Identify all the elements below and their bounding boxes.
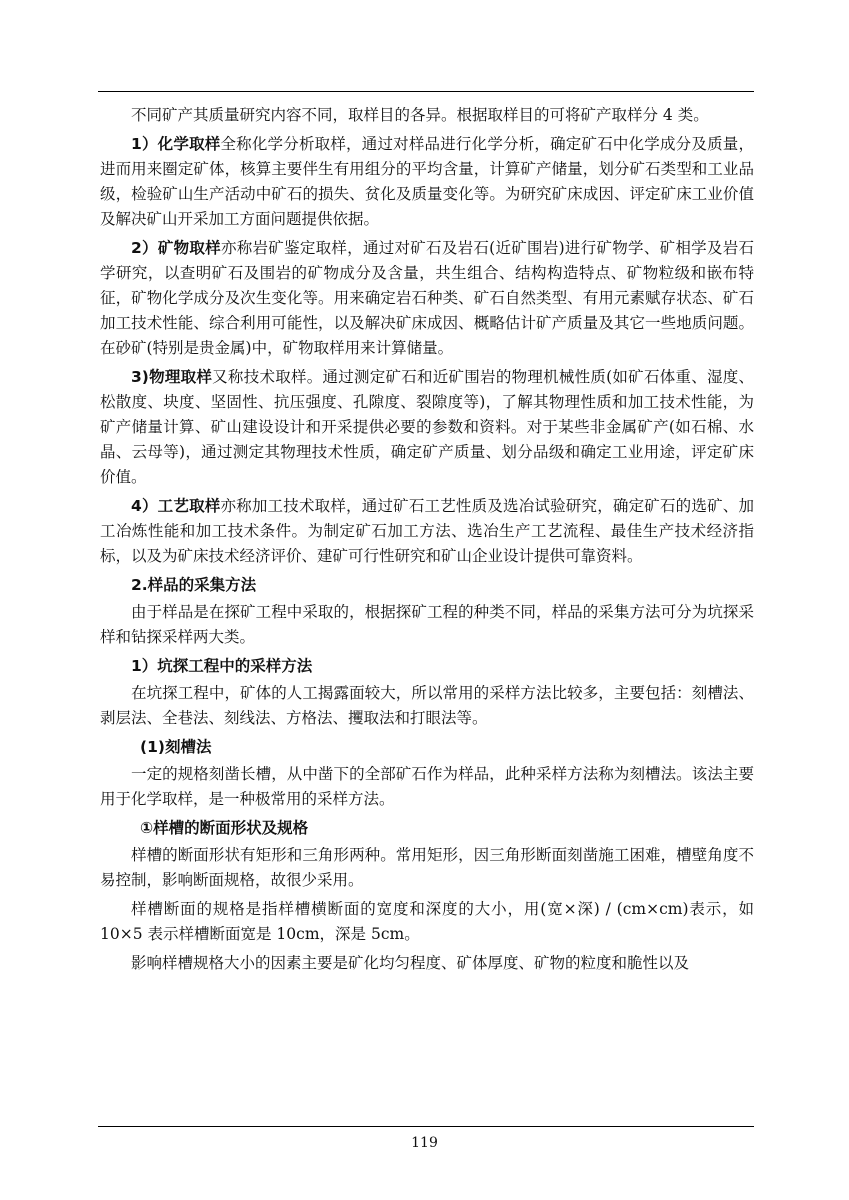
page-number: 119 xyxy=(411,1135,438,1151)
mineral-sampling-paragraph xyxy=(100,236,754,361)
subsection-heading: 1）坑探工程中的采样方法 xyxy=(131,657,313,675)
subsection-paragraph: 在坑探工程中，矿体的人工揭露面较大，所以常用的采样方法比较多，主要包括：刻槽法、剥层法、全巷法、刻线法、方格法、攫取法和打眼法等。 xyxy=(100,684,754,727)
method-heading: (1)刻槽法 xyxy=(140,738,212,756)
chemical-sampling-text: 全称化学分析取样，通过对样品进行化学分析，确定矿石中化学成分及质量，进而用来圈定矿体，核算主要伴生有用组分的平均含量，计算矿产储量，划分矿石类型和工业品级，检验矿山生产活动中矿石的损失、贫化及质量变化等。为研究矿床成因、评定矿床工业价值及解决矿山开采加工方面问题提供依据。 xyxy=(100,135,754,228)
chemical-sampling-paragraph xyxy=(100,132,754,232)
page-body xyxy=(100,103,754,976)
process-sampling-heading: 4）工艺取样 xyxy=(131,497,221,515)
section-heading: 2.样品的采集方法 xyxy=(131,576,257,594)
process-sampling-text: 亦称加工技术取样，通过矿石工艺性质及选冶试验研究，确定矿石的选矿、加工冶炼性能和加工技术条件。为制定矿石加工方法、选冶生产工艺流程、最佳生产技术经济指标，以及为矿床技术经济评价、建矿可行性研究和矿山企业设计提供可靠资料。 xyxy=(100,497,754,565)
physical-sampling-paragraph xyxy=(100,365,754,490)
header-rule xyxy=(98,91,754,92)
section-paragraph: 由于样品是在探矿工程中采取的，根据探矿工程的种类不同，样品的采集方法可分为坑探采样和钻探采样两大类。 xyxy=(100,603,754,646)
method-paragraph: 一定的规格刻凿长槽，从中凿下的全部矿石作为样品，此种采样方法称为刻槽法。该法主要用于化学取样，是一种极常用的采样方法。 xyxy=(100,765,754,808)
chemical-sampling-heading: 1）化学取样 xyxy=(131,135,221,153)
topic-paragraph-3: 影响样槽规格大小的因素主要是矿化均匀程度、矿体厚度、矿物的粒度和脆性以及 xyxy=(131,954,690,972)
physical-sampling-heading: 3)物理取样 xyxy=(131,368,213,386)
topic-paragraph-2: 样槽断面的规格是指样槽横断面的宽度和深度的大小，用(宽×深) / (cm×cm)表示，如 10×5 表示样槽断面宽是 10cm，深是 5cm。 xyxy=(100,900,754,943)
topic-paragraph-1: 样槽的断面形状有矩形和三角形两种。常用矩形，因三角形断面刻凿施工困难，槽壁角度不易控制，影响断面规格，故很少采用。 xyxy=(100,846,754,889)
footer-rule xyxy=(98,1126,754,1127)
mineral-sampling-heading: 2）矿物取样 xyxy=(131,239,221,257)
physical-sampling-text: 又称技术取样。通过测定矿石和近矿围岩的物理机械性质(如矿石体重、湿度、松散度、块度、坚固性、抗压强度、孔隙度、裂隙度等)，了解其物理性质和加工技术性能，为矿产储量计算、矿山建设设计和开采提供必要的参数和资料。对于某些非金属矿产(如石棉、水晶、云母等)，通过测定其物理技术性质，确定矿产质量、划分品级和确定工业用途，评定矿床价值。 xyxy=(100,368,754,486)
mineral-sampling-text: 亦称岩矿鉴定取样，通过对矿石及岩石(近矿围岩)进行矿物学、矿相学及岩石学研究，以查明矿石及围岩的矿物成分及含量，共生组合、结构构造特点、矿物粒级和嵌布特征，矿物化学成分及次生变化等。用来确定岩石种类、矿石自然类型、有用元素赋存状态、矿石加工技术性能、综合利用可能性，以及解决矿床成因、概略估计矿产质量及其它一些地质问题。在砂矿(特别是贵金属)中，矿物取样用来计算储量。 xyxy=(100,239,754,357)
topic-heading: ①样槽的断面形状及规格 xyxy=(140,819,309,837)
intro-paragraph: 不同矿产其质量研究内容不同，取样目的各异。根据取样目的可将矿产取样分 4 类。 xyxy=(131,106,709,124)
process-sampling-paragraph xyxy=(100,494,754,569)
